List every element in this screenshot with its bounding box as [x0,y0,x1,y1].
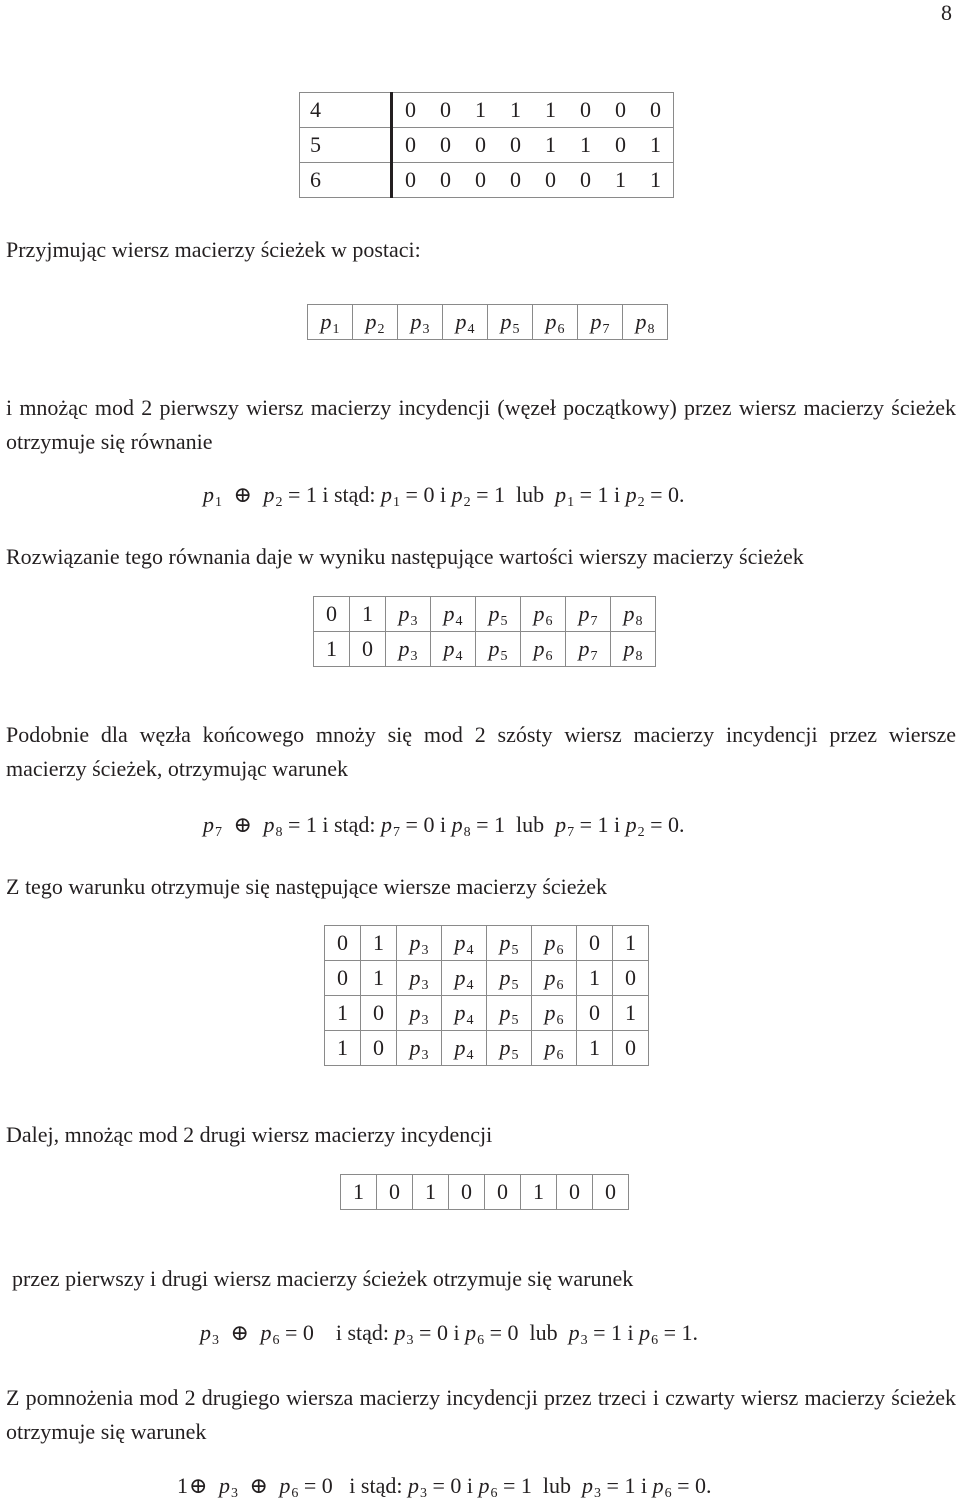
equation-3 [200,1320,698,1346]
solution-row [314,597,656,632]
incidence-cell: 0 [568,93,603,128]
p-subscript: 3 [422,322,430,337]
path-variable-cell [431,632,476,667]
value-cell: 1 [613,996,649,1031]
eq4-rhs: = 0 [303,1473,333,1498]
path-variable-cell [308,305,353,340]
value-cell: 0 [557,1175,593,1210]
eq4-val: = 0 i [432,1473,473,1498]
eq1-val: = 0 i [405,482,447,507]
paragraph-3: Rozwiązanie tego równania daje w wyniku następujące wartości wierszy macierzy ścieżek [6,544,804,569]
incidence-row [300,93,674,128]
p-subscript: 6 [556,1013,564,1028]
eq4-p6: p6 [279,1473,299,1501]
eq2-p7: p7 [203,812,222,840]
path-variable-cell [398,305,443,340]
equation-1 [203,482,685,508]
path-variable-cell [442,926,487,961]
value-cell: 1 [325,996,361,1031]
path-variable-cell [611,632,656,667]
eq4-val: = 0. [677,1473,712,1498]
path-variable-cell [532,1031,577,1066]
p-symbol: p [454,1035,466,1060]
p-symbol: p [623,601,635,626]
paragraph-7: przez pierwszy i drugi wiersz macierzy ścieżek otrzymuje się warunek [12,1266,634,1291]
eq3-rhs: = 0 [284,1320,314,1345]
p-symbol: p [499,1000,511,1025]
incidence-cell: 1 [568,128,603,163]
value-cell: 0 [577,996,613,1031]
eq2-val: = 1 [476,812,505,837]
p-subscript: 8 [647,322,655,337]
equation-4 [177,1473,712,1499]
eq1-p1: p1 [203,482,222,510]
p-subscript: 5 [511,943,519,958]
eq4-term: p6 [652,1473,672,1501]
path-variable-cell [397,961,442,996]
solution-table-2 [324,925,649,1066]
path-variable-cell [397,996,442,1031]
incidence-cell: 1 [638,163,674,198]
path-variable-cell [442,1031,487,1066]
eq1-p2: p2 [263,482,283,510]
p-symbol: p [443,601,455,626]
path-variable-cell [521,632,566,667]
p-subscript: 5 [511,1048,519,1063]
p-subscript: 7 [590,614,598,629]
solution-row [325,1031,649,1066]
p-symbol: p [409,930,421,955]
p-subscript: 2 [377,322,385,337]
p-subscript: 8 [635,649,643,664]
value-cell: 1 [361,926,397,961]
incidence-cell: 1 [603,163,638,198]
eq1-term: p2 [625,482,645,510]
path-variable-cell [566,597,611,632]
incidence-cell: 1 [463,93,498,128]
path-variable-cell [476,632,521,667]
value-cell: 1 [361,961,397,996]
value-cell: 0 [361,996,397,1031]
p-symbol: p [409,1000,421,1025]
incidence-row-2-table [340,1174,629,1210]
p-subscript: 3 [421,943,429,958]
eq4-p3: p3 [218,1473,238,1501]
p-subscript: 1 [332,322,340,337]
solution-row [325,996,649,1031]
p-symbol: p [365,309,377,334]
p-symbol: p [454,965,466,990]
p-subscript: 3 [421,1048,429,1063]
value-cell: 1 [577,961,613,996]
path-variable-cell [521,597,566,632]
path-variable-cell [578,305,623,340]
p-symbol: p [454,930,466,955]
value-cell: 0 [449,1175,485,1210]
p-symbol: p [410,309,422,334]
p-subscript: 5 [512,322,520,337]
path-variable-cell [397,926,442,961]
eq4-term: p3 [407,1473,427,1501]
p-subscript: 3 [410,614,418,629]
p-subscript: 3 [421,978,429,993]
value-cell: 0 [361,1031,397,1066]
eq2-stad: i stąd: [322,812,376,837]
value-cell: 1 [413,1175,449,1210]
p-subscript: 4 [455,649,463,664]
value-cell: 0 [325,926,361,961]
p-subscript: 6 [545,614,553,629]
path-variable-cell [532,961,577,996]
incidence-cell: 0 [463,128,498,163]
p-symbol: p [533,601,545,626]
eq3-p6: p6 [260,1320,280,1348]
eq4-lead: 1 [177,1473,188,1498]
path-variable-cell [442,961,487,996]
incidence-cell: 1 [498,93,533,128]
p-symbol: p [544,1035,556,1060]
node-label: 6 [300,163,392,198]
p-subscript: 6 [556,943,564,958]
eq2-term: p7 [555,812,575,840]
eq4-term: p6 [478,1473,498,1501]
eq1-lub: lub [515,482,545,507]
incidence-cell: 0 [498,163,533,198]
p-subscript: 3 [410,649,418,664]
p-subscript: 3 [421,1013,429,1028]
p-symbol: p [443,636,455,661]
value-cell: 0 [325,961,361,996]
value-cell: 0 [377,1175,413,1210]
p-subscript: 4 [466,978,474,993]
eq2-lub: lub [515,812,545,837]
value-cell: 0 [593,1175,629,1210]
xor-icon: ⊕ [249,1473,268,1498]
incidence-cell: 0 [392,93,429,128]
p-symbol: p [533,636,545,661]
eq2-p8: p8 [263,812,283,840]
p-symbol: p [454,1000,466,1025]
p-symbol: p [398,636,410,661]
value-cell: 1 [341,1175,377,1210]
p-symbol: p [409,965,421,990]
path-row-table [307,304,668,340]
p-symbol: p [500,309,512,334]
path-variable-cell [623,305,668,340]
incidence-cell: 0 [392,128,429,163]
incidence-cell: 0 [603,128,638,163]
p-symbol: p [544,965,556,990]
incidence-cell: 0 [638,93,674,128]
value-cell: 0 [613,961,649,996]
incidence-row [300,128,674,163]
p-subscript: 6 [556,978,564,993]
path-variable-cell [476,597,521,632]
paragraph-1: Przyjmując wiersz macierzy ścieżek w postaci: [6,237,421,262]
incidence-cell: 0 [392,163,429,198]
value-cell: 0 [314,597,350,632]
p-symbol: p [499,965,511,990]
p-subscript: 8 [635,614,643,629]
path-variable-cell [532,926,577,961]
p-subscript: 4 [455,614,463,629]
eq1-val: = 1 i [579,482,621,507]
path-variable-cell [611,597,656,632]
p-symbol: p [590,309,602,334]
p-subscript: 6 [545,649,553,664]
path-variable-cell [386,597,431,632]
incidence-cell: 1 [533,128,568,163]
solution-row [314,632,656,667]
eq1-term: p2 [451,482,471,510]
value-cell: 1 [613,926,649,961]
eq2-term: p8 [451,812,471,840]
p-symbol: p [578,636,590,661]
xor-icon: ⊕ [233,482,252,507]
path-variable-cell [487,926,532,961]
eq3-term: p3 [394,1320,414,1348]
solution-table-1 [313,596,656,667]
path-variable-cell [397,1031,442,1066]
eq1-term: p1 [555,482,575,510]
p-subscript: 4 [466,1013,474,1028]
incidence-cell: 1 [638,128,674,163]
eq4-lub: lub [542,1473,572,1498]
p-subscript: 5 [511,978,519,993]
path-variable-cell [532,996,577,1031]
eq4-stad: i stąd: [349,1473,403,1498]
p-symbol: p [455,309,467,334]
value-cell: 0 [613,1031,649,1066]
p-symbol: p [578,601,590,626]
solution-row [325,961,649,996]
incidence-matrix [299,92,674,198]
p-subscript: 4 [466,1048,474,1063]
p-symbol: p [635,309,647,334]
p-subscript: 7 [602,322,610,337]
node-label: 4 [300,93,392,128]
eq1-term: p1 [381,482,401,510]
p-subscript: 6 [557,322,565,337]
solution-row [325,926,649,961]
p-symbol: p [544,1000,556,1025]
value-cell: 1 [577,1031,613,1066]
p-symbol: p [545,309,557,334]
p-subscript: 5 [511,1013,519,1028]
incidence-cell: 0 [428,128,463,163]
eq3-lub: lub [529,1320,558,1345]
incidence-row [300,163,674,198]
p-symbol: p [398,601,410,626]
value-cell: 1 [314,632,350,667]
incidence-cell: 0 [428,93,463,128]
p-symbol: p [499,930,511,955]
xor-icon: ⊕ [233,812,252,837]
incidence-cell: 0 [603,93,638,128]
eq2-val: = 1 i [579,812,621,837]
paragraph-5: Z tego warunku otrzymuje się następujące wiersze macierzy ścieżek [6,874,608,899]
p-symbol: p [623,636,635,661]
eq2-rhs: = 1 [287,812,317,837]
incidence-cell: 0 [428,163,463,198]
xor-icon: ⊕ [230,1320,249,1345]
incidence-cell: 0 [463,163,498,198]
path-variable-cell [487,996,532,1031]
paragraph-6: Dalej, mnożąc mod 2 drugi wiersz macierzy incydencji [6,1122,493,1147]
p-symbol: p [488,601,500,626]
path-variable-cell [487,961,532,996]
eq3-p3: p3 [200,1320,219,1348]
eq3-val: = 0 [489,1320,519,1345]
value-cell: 0 [350,632,386,667]
p-subscript: 6 [556,1048,564,1063]
eq3-val: = 0 i [419,1320,460,1345]
value-cell: 1 [350,597,386,632]
p-subscript: 4 [467,322,475,337]
value-cell: 1 [521,1175,557,1210]
p-symbol: p [544,930,556,955]
path-variable-cell [353,305,398,340]
path-variable-cell [442,996,487,1031]
xor-icon: ⊕ [189,1473,208,1498]
p-symbol: p [499,1035,511,1060]
path-variable-cell [566,632,611,667]
value-cell: 0 [485,1175,521,1210]
eq4-val: = 1 i [606,1473,648,1498]
p-symbol: p [409,1035,421,1060]
p-subscript: 5 [500,614,508,629]
paragraph-4: Podobnie dla węzła końcowego mnoży się mod 2 szósty wiersz macierzy incydencji przez wiersze macierzy ścieżek, otrzymując warunek [6,722,956,781]
value-cell: 1 [325,1031,361,1066]
incidence-cell: 0 [568,163,603,198]
eq2-term: p7 [381,812,401,840]
node-label: 5 [300,128,392,163]
value-cell: 0 [577,926,613,961]
eq1-val: = 0. [650,482,685,507]
paragraph-8: Z pomnożenia mod 2 drugiego wiersza macierzy incydencji przez trzeci i czwarty wiersz macierzy ścieżek otrzymuje się warunek [6,1385,956,1444]
paragraph-2: i mnożąc mod 2 pierwszy wiersz macierzy incydencji (węzeł początkowy) przez wiersz macierzy ścieżek otrzymuje się równanie [6,395,956,454]
eq3-term: p6 [465,1320,485,1348]
path-variable-cell [487,1031,532,1066]
p-subscript: 7 [590,649,598,664]
eq2-val: = 0 i [405,812,447,837]
path-variable-cell [386,632,431,667]
eq4-term: p3 [582,1473,602,1501]
eq3-stad: i stąd: [335,1320,390,1345]
incidence-cell: 0 [498,128,533,163]
eq4-val: = 1 [503,1473,532,1498]
p-subscript: 4 [466,943,474,958]
equation-2 [203,812,685,838]
eq3-val: = 1. [663,1320,699,1345]
p-symbol: p [320,309,332,334]
eq3-term: p6 [639,1320,659,1348]
eq1-val: = 1 [476,482,505,507]
eq2-term: p2 [625,812,645,840]
p-symbol: p [488,636,500,661]
p-subscript: 5 [500,649,508,664]
eq3-val: = 1 i [593,1320,634,1345]
page-number: 8 [941,0,952,25]
path-variable-cell [533,305,578,340]
path-variable-cell [443,305,488,340]
eq1-stad: i stąd: [322,482,376,507]
eq3-term: p3 [568,1320,588,1348]
incidence-cell: 1 [533,93,568,128]
incidence-cell: 0 [533,163,568,198]
path-variable-cell [488,305,533,340]
eq1-rhs: = 1 [287,482,317,507]
eq2-val: = 0. [650,812,685,837]
path-variable-cell [431,597,476,632]
